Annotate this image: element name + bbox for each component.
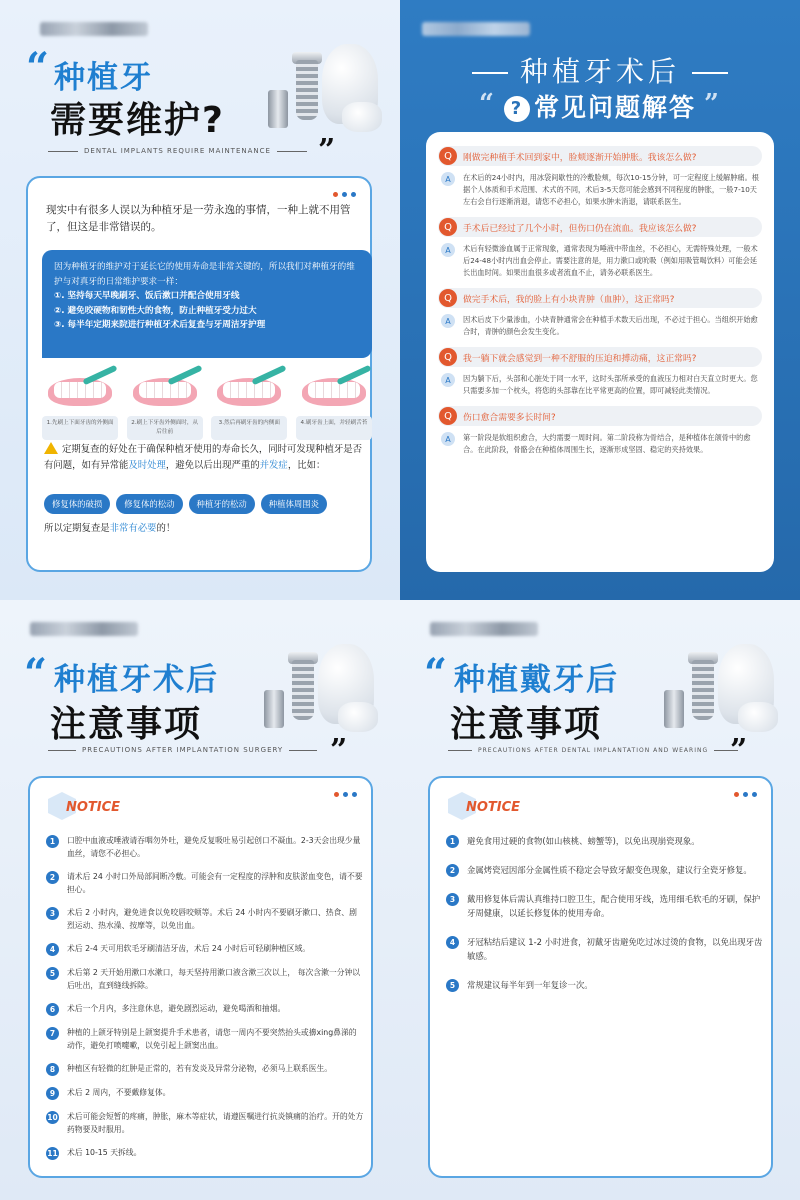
quote-icon: “ xyxy=(24,650,48,697)
faq-title-text: 种植牙术后 xyxy=(519,55,680,88)
answer-row xyxy=(438,314,762,338)
close-quote-icon: ” xyxy=(318,133,336,168)
implant-illustration xyxy=(262,44,382,154)
list-item-text: 术后 2 小时内，避免进食以免咬唇咬颊等。术后 24 小时内不要刷牙漱口、热食、剧烈运动、热水澡、按摩等，以免出血。 xyxy=(67,908,357,930)
close-quote-icon: ” xyxy=(330,733,348,768)
title-black: 注意事项 xyxy=(450,704,603,745)
implant-illustration xyxy=(258,644,378,754)
brushing-step xyxy=(211,370,287,440)
list-item: 10 术后可能会短暂的疼痛，肿胀，麻木等症状，请遵医嘱进行抗炎镇痛的治疗。开的处方药物要及时服用。 xyxy=(47,1112,364,1134)
maintenance-box xyxy=(42,250,372,358)
blurred-logo xyxy=(40,22,148,36)
answer-badge-icon: A xyxy=(441,243,455,257)
chip: 种植体周围炎 xyxy=(261,494,327,514)
question-text: 伤口愈合需要多长时间? xyxy=(463,412,556,423)
brushing-step xyxy=(296,370,372,440)
list-item: 9 术后 2 周内，不要戴修复体。 xyxy=(46,1086,364,1100)
list-item: 5 常规建议每半年到一年复诊一次。 xyxy=(446,978,764,992)
teeth-brushing-icon xyxy=(211,370,287,410)
answer-row xyxy=(438,172,762,208)
list-item: 8 种植区有轻微的红肿是正常的，若有发炎及异常分泌物，必须马上联系医生。 xyxy=(46,1062,364,1076)
faq-item xyxy=(438,288,762,338)
list-item-text: 请术后 24 小时口外局部间断冷敷。可能会有一定程度的浮肿和皮肤淤血变色，请不要担心。 xyxy=(67,872,363,894)
brushing-step xyxy=(127,370,203,440)
list-item-text: 种植区有轻微的红肿是正常的，若有发炎及异常分泌物，必须马上联系医生。 xyxy=(67,1064,333,1073)
dots-icon xyxy=(334,792,357,797)
question-badge-icon: Q xyxy=(439,348,457,366)
question-row xyxy=(438,406,762,426)
list-item-text: 术后 10-15 天拆线。 xyxy=(67,1148,142,1157)
list-item: 2 请术后 24 小时口外局部间断冷敷。可能会有一定程度的浮肿和皮肤淤血变色，请不要担心。 xyxy=(46,870,364,896)
answer-row xyxy=(438,373,762,397)
brushing-steps xyxy=(42,370,372,440)
faq-subtitle xyxy=(400,88,800,124)
faq-item xyxy=(438,347,762,397)
notice-label: NOTICE xyxy=(66,800,121,815)
conclusion-part: 所以定期复查是 xyxy=(44,523,110,534)
list-item: 7 种植的上颌牙特别是上颌窦提升手术患者，请您一周内不要突然抬头或擤xing鼻涕的动作，避免打喷嚏嗽，以免引起上颌窦出血。 xyxy=(46,1026,364,1052)
faq-card xyxy=(426,132,774,572)
panel-maintenance xyxy=(0,0,400,600)
box-intro: 因为种植牙的维护对于延长它的使用寿命是非常关键的，所以我们对种植牙的维护与对真牙的日常维护要求一样： xyxy=(54,262,355,287)
question-badge-icon: Q xyxy=(439,147,457,165)
teeth-brushing-icon xyxy=(42,370,118,410)
notice-tag xyxy=(48,792,126,820)
faq-item xyxy=(438,406,762,456)
quote-icon: ” xyxy=(704,89,721,119)
blurred-logo xyxy=(422,22,530,36)
step-caption: 1.先刷上下面牙齿的外侧面 xyxy=(42,416,118,440)
question-row xyxy=(438,146,762,166)
warning-part: ，比如： xyxy=(287,459,326,471)
blurred-logo xyxy=(30,622,138,636)
answer-badge-icon: A xyxy=(441,172,455,186)
answer-row xyxy=(438,432,762,456)
quote-icon: “ xyxy=(26,44,50,91)
list-item: 4 术后 2-4 天可用软毛牙刷清洁牙齿，术后 24 小时后可轻刷种植区域。 xyxy=(46,942,364,956)
faq-item xyxy=(438,217,762,279)
list-item: 3 戴用修复体后需认真维持口腔卫生，配合使用牙线，选用细毛软毛的牙刷，保护牙周健康，以延长修复体的使用寿命。 xyxy=(446,892,764,920)
list-item: 1 避免食用过硬的食物(如山核桃、螃蟹等)，以免出现崩瓷现象。 xyxy=(446,834,764,848)
warning-text xyxy=(44,442,369,473)
panel-post-surgery xyxy=(0,600,400,1200)
maintenance-card xyxy=(26,176,372,572)
panel-faq xyxy=(400,0,800,600)
answer-row xyxy=(438,243,762,279)
answer-text: 因为躺下后，头部和心脏处于同一水平，这时头部所承受的血液压力相对白天直立时更大。您只需要多加一个枕头，将您的头部靠在比平常更高的位置，即可减轻此类情况。 xyxy=(463,374,758,395)
list-item: 1 口腔中血液或唾液请吞咽勿外吐，避免反复吸吐易引起创口不凝血。2-3天会出现少量血丝，请您不必担心。 xyxy=(46,834,364,860)
question-text: 做完手术后，我的脸上有小块青肿（血肿），这正常吗? xyxy=(463,294,675,305)
panel-post-wearing xyxy=(400,600,800,1200)
warning-part: 定期复查的好处在于确保种植牙使用的寿命长久，同时可发现种植牙是否有问题，如有异常能 xyxy=(44,444,363,471)
brushing-step xyxy=(42,370,118,440)
list-item-text: 种植的上颌牙特别是上颌窦提升手术患者，请您一周内不要突然抬头或擤xing鼻涕的动作，避免打喷嚏嗽，以免引起上颌窦出血。 xyxy=(67,1028,357,1050)
notice-label: NOTICE xyxy=(466,800,521,815)
question-badge-icon: Q xyxy=(439,218,457,236)
list-item-text: 常规建议每半年到一年复诊一次。 xyxy=(467,980,593,990)
step-caption: 3.然后再刷牙齿的内侧面 xyxy=(211,416,287,440)
list-item-text: 术后 2 周内，不要戴修复体。 xyxy=(67,1088,171,1097)
list-item: 5 术后第 2 天开始用漱口水漱口，每天坚持用漱口液含漱三次以上， 每次含漱一分钟以后吐出，直到缝线拆除。 xyxy=(46,966,364,992)
title-blue: 种植牙术后 xyxy=(54,662,219,698)
title-black: 需要维护? xyxy=(50,100,225,141)
dots-icon xyxy=(333,192,356,197)
list-item-text: 术后一个月内，多注意休息，避免剧烈运动，避免喝酒和抽烟。 xyxy=(67,1004,286,1013)
list-item: 2 金属烤瓷冠因部分金属性质不稳定会导致牙龈变色现象，建议行全瓷牙修复。 xyxy=(446,863,764,877)
subtitle-en: DENTAL IMPLANTS REQUIRE MAINTENANCE xyxy=(84,147,271,155)
list-item-text: 术后 2-4 天可用软毛牙刷清洁牙齿，术后 24 小时后可轻刷种植区域。 xyxy=(67,944,311,953)
chip: 修复体的破损 xyxy=(44,494,110,514)
chip: 种植牙的松动 xyxy=(189,494,255,514)
box-item-2: ②. 避免咬硬物和韧性大的食物，防止种植牙受力过大 xyxy=(54,305,257,316)
quote-icon: “ xyxy=(424,650,448,697)
warning-highlight: 及时处理 xyxy=(128,459,166,471)
conclusion-highlight: 非常有必要 xyxy=(109,523,157,534)
answer-text: 因术后皮下少量渗血，小块青肿通常会在种植手术数天后出现，不必过于担心。当组织开始愈合时，青肿的颜色会发生变化。 xyxy=(463,315,758,336)
intro-text: 现实中有很多人误以为种植牙是一劳永逸的事情，一种上就不用管了，但这是非常错误的。 xyxy=(46,204,351,233)
faq-subtitle-text: 常见问题解答 xyxy=(533,93,696,122)
subtitle-en: PRECAUTIONS AFTER IMPLANTATION SURGERY xyxy=(82,746,284,754)
question-text: 手术后已经过了几个小时，但伤口仍在流血。我应该怎么做? xyxy=(463,223,697,234)
conclusion-part: 的！ xyxy=(156,523,176,534)
list-item-text: 戴用修复体后需认真维持口腔卫生，配合使用牙线，选用细毛软毛的牙刷，保护牙周健康，以延长修复体的使用寿命。 xyxy=(467,894,761,918)
list-item-text: 避免食用过硬的食物(如山核桃、螃蟹等)，以免出现崩瓷现象。 xyxy=(467,836,700,846)
question-row xyxy=(438,288,762,308)
question-text: 刚做完种植手术回到家中，脸颊逐渐开始肿胀。我该怎么做? xyxy=(463,152,697,163)
blurred-logo xyxy=(430,622,538,636)
warning-icon xyxy=(44,442,58,454)
faq-title xyxy=(400,50,800,90)
answer-badge-icon: A xyxy=(441,373,455,387)
title-blue: 种植牙 xyxy=(54,60,153,96)
answer-text: 在术后的24小时内，用冰袋间歇性的冷敷脸颊，每次10-15分钟，可一定程度上缓解肿痛。根据个人体质和手术范围、术式的不同，术后3-5天您可能会感到不同程度的肿胀，一般7-10天左右会自行逐渐消退，请您不必担心，如果水肿未消退，请联系医生。 xyxy=(463,173,759,206)
list-item: 3 术后 2 小时内，避免进食以免咬唇咬颊等。术后 24 小时内不要刷牙漱口、热食、剧烈运动、热水澡、按摩等，以免出血。 xyxy=(46,906,364,932)
notice-list xyxy=(446,834,764,1007)
step-caption: 2.刷上下牙齿外侧面时，从后往前 xyxy=(127,416,203,440)
conclusion-text xyxy=(44,520,175,534)
title-black: 注意事项 xyxy=(50,704,203,745)
answer-badge-icon: A xyxy=(441,314,455,328)
question-icon: ? xyxy=(504,96,530,122)
question-badge-icon: Q xyxy=(439,289,457,307)
list-item-text: 金属烤瓷冠因部分金属性质不稳定会导致牙龈变色现象，建议行全瓷牙修复。 xyxy=(467,865,752,875)
list-item-text: 口腔中血液或唾液请吞咽勿外吐，避免反复吸吐易引起创口不凝血。2-3天会出现少量血丝，请您不必担心。 xyxy=(67,836,361,858)
notice-card xyxy=(28,776,373,1178)
warning-highlight: 并发症 xyxy=(259,459,288,471)
complication-chips xyxy=(44,494,327,514)
teeth-brushing-icon xyxy=(296,370,372,410)
list-item: 11 术后 10-15 天拆线。 xyxy=(47,1148,142,1158)
answer-badge-icon: A xyxy=(441,432,455,446)
subtitle-en: PRECAUTIONS AFTER DENTAL IMPLANTATION AND WEARING xyxy=(478,746,709,754)
answer-text: 第一阶段是软组织愈合，大约需要一周时间。第二阶段称为骨结合，是种植体在颌骨中的愈合。在此阶段，骨骼会在种植体周围生长，逐渐形成坚固、稳定的夹持效果。 xyxy=(463,433,751,454)
list-item-text: 术后可能会短暂的疼痛，肿胀，麻木等症状，请遵医嘱进行抗炎镇痛的治疗。开的处方药物要及时服用。 xyxy=(67,1112,364,1134)
step-caption: 4.刷牙齿上面，并轻刷舌苔 xyxy=(296,416,372,440)
question-text: 我一躺下就会感觉到一种不舒服的压迫和搏动痛，这正常吗? xyxy=(463,353,697,364)
notice-tag xyxy=(448,792,526,820)
notice-card xyxy=(428,776,773,1178)
faq-item xyxy=(438,146,762,208)
box-item-3: ③. 每半年定期来院进行种植牙术后复查与牙周洁牙护理 xyxy=(54,320,266,330)
list-item-text: 术后第 2 天开始用漱口水漱口，每天坚持用漱口液含漱三次以上， 每次含漱一分钟以后吐出，直到缝线拆除。 xyxy=(67,968,361,990)
implant-illustration xyxy=(658,644,778,754)
title-blue: 种植戴牙后 xyxy=(454,662,619,698)
question-row xyxy=(438,347,762,367)
notice-list xyxy=(46,834,364,1170)
box-item-1: ①. 坚持每天早晚刷牙、饭后漱口并配合使用牙线 xyxy=(54,291,240,301)
quote-icon: “ xyxy=(479,89,496,119)
chip: 修复体的松动 xyxy=(116,494,182,514)
dots-icon xyxy=(734,792,757,797)
question-badge-icon: Q xyxy=(439,407,457,425)
warning-part: ，避免以后出现严重的 xyxy=(165,459,260,471)
answer-text: 术后有轻微渗血属于正常现象，通常表现为唾液中带血丝，不必担心，无需特殊处理，一般术后24-48小时内出血会停止。需要注意的是，用力漱口或吮吸（例如用吸管喝饮料）可能会延长出血时间。如果出血很多或者流血不止，请务必联系医生。 xyxy=(463,244,758,277)
teeth-brushing-icon xyxy=(127,370,203,410)
list-item: 4 牙冠粘结后建议 1-2 小时进食，初戴牙齿避免吃过冰过烫的食物，以免出现牙齿敏感。 xyxy=(446,935,764,963)
list-item: 6 术后一个月内，多注意休息，避免剧烈运动，避免喝酒和抽烟。 xyxy=(46,1002,364,1016)
list-item-text: 牙冠粘结后建议 1-2 小时进食，初戴牙齿避免吃过冰过烫的食物，以免出现牙齿敏感。 xyxy=(467,937,763,961)
close-quote-icon: ” xyxy=(730,733,748,768)
question-row xyxy=(438,217,762,237)
